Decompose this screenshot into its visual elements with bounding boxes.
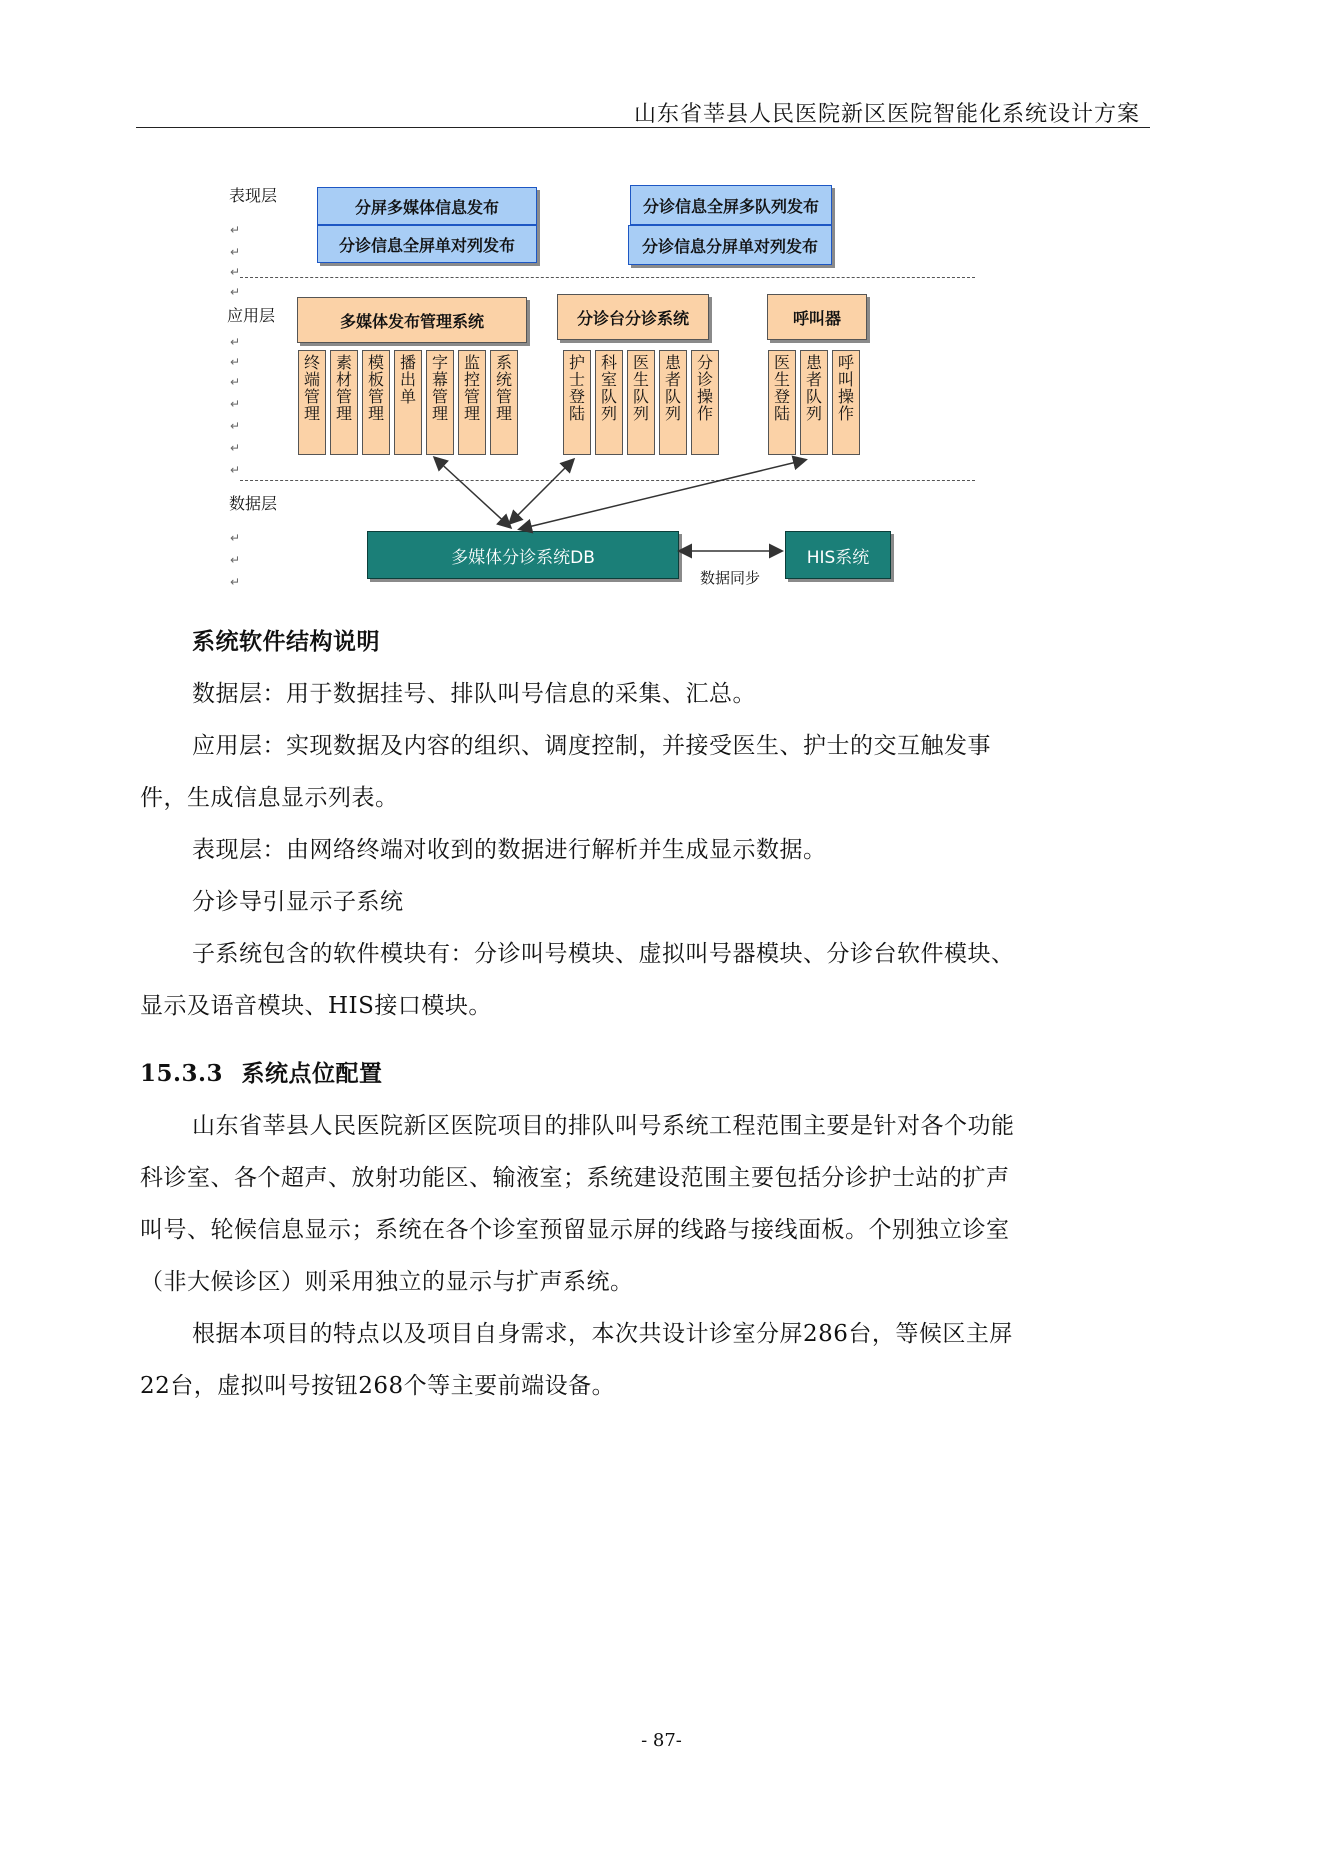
module-column: 终端管理 <box>298 350 326 455</box>
paragraph: 表现层：由网络终端对收到的数据进行解析并生成显示数据。 <box>192 837 827 863</box>
arrow <box>510 460 573 523</box>
application-layer-label: 应用层 <box>227 306 276 325</box>
paragraph: 显示及语音模块、HIS接口模块。 <box>140 993 492 1019</box>
paragraph-mark: ↵ <box>230 375 241 389</box>
page-number: - 87- <box>641 1730 682 1751</box>
paragraph: 子系统包含的软件模块有：分诊叫号模块、虚拟叫号器模块、分诊台软件模块、 <box>192 941 1015 967</box>
module-column: 医生队列 <box>627 350 655 455</box>
paragraph-mark: ↵ <box>230 419 241 433</box>
paragraph-mark: ↵ <box>230 265 241 279</box>
paragraph: 根据本项目的特点以及项目自身需求，本次共设计诊室分屏286台，等候区主屏 <box>192 1321 1013 1347</box>
data-layer-label: 数据层 <box>229 494 278 513</box>
module-column: 护士登陆 <box>563 350 591 455</box>
presentation-box: 分诊信息分屏单对列发布 <box>628 225 832 265</box>
paragraph: （非大候诊区）则采用独立的显示与扩声系统。 <box>140 1269 634 1295</box>
arrow <box>435 458 510 527</box>
paragraph-mark: ↵ <box>230 531 241 545</box>
paragraph-mark: ↵ <box>230 355 241 369</box>
his-system-box: HIS系统 <box>785 531 891 579</box>
sync-label: 数据同步 <box>700 569 761 587</box>
module-column: 系统管理 <box>490 350 518 455</box>
paragraph-mark: ↵ <box>230 335 241 349</box>
module-column: 患者队列 <box>659 350 687 455</box>
presentation-layer-label: 表现层 <box>229 186 278 205</box>
paragraph: 分诊导引显示子系统 <box>192 889 404 915</box>
section-title: 系统软件结构说明 <box>192 629 380 655</box>
paragraph-mark: ↵ <box>230 463 241 477</box>
paragraph: 22台，虚拟叫号按钮268个等主要前端设备。 <box>140 1373 616 1399</box>
module-column: 字幕管理 <box>426 350 454 455</box>
database-box: 多媒体分诊系统DB <box>367 531 679 579</box>
caller-system-box: 呼叫器 <box>767 294 867 340</box>
paragraph: 数据层：用于数据挂号、排队叫号信息的采集、汇总。 <box>192 681 756 707</box>
module-column: 监控管理 <box>458 350 486 455</box>
heading-number: 15.3.3 <box>140 1060 224 1087</box>
multimedia-system-box: 多媒体发布管理系统 <box>297 297 527 343</box>
heading-text: 系统点位配置 <box>241 1061 383 1087</box>
paragraph-mark: ↵ <box>230 441 241 455</box>
paragraph: 应用层：实现数据及内容的组织、调度控制，并接受医生、护士的交互触发事 <box>192 733 991 759</box>
triage-system-box: 分诊台分诊系统 <box>557 294 709 340</box>
paragraph-mark: ↵ <box>230 245 241 259</box>
module-column: 医生登陆 <box>768 350 796 455</box>
module-column: 播出单 <box>394 350 422 455</box>
paragraph-mark: ↵ <box>230 285 241 299</box>
module-column: 呼叫操作 <box>832 350 860 455</box>
paragraph-mark: ↵ <box>230 553 241 567</box>
header-title: 山东省莘县人民医院新区医院智能化系统设计方案 <box>633 102 1140 127</box>
page-header <box>136 95 1150 128</box>
paragraph: 山东省莘县人民医院新区医院项目的排队叫号系统工程范围主要是针对各个功能 <box>192 1113 1015 1139</box>
module-column: 患者队列 <box>800 350 828 455</box>
module-column: 科室队列 <box>595 350 623 455</box>
connector-arrows <box>215 175 975 605</box>
presentation-box: 分诊信息全屏单对列发布 <box>317 225 537 263</box>
paragraph: 件，生成信息显示列表。 <box>140 785 399 811</box>
system-architecture-diagram <box>215 175 975 605</box>
paragraph: 科诊室、各个超声、放射功能区、输液室；系统建设范围主要包括分诊护士站的扩声 <box>140 1165 1010 1191</box>
paragraph: 叫号、轮候信息显示；系统在各个诊室预留显示屏的线路与接线面板。个别独立诊室 <box>140 1217 1010 1243</box>
paragraph-mark: ↵ <box>230 223 241 237</box>
module-column: 素材管理 <box>330 350 358 455</box>
presentation-box: 分屏多媒体信息发布 <box>317 187 537 225</box>
paragraph-mark: ↵ <box>230 397 241 411</box>
module-column: 模板管理 <box>362 350 390 455</box>
presentation-box: 分诊信息全屏多队列发布 <box>630 185 832 225</box>
section-heading <box>140 1048 1130 1100</box>
module-column: 分诊操作 <box>691 350 719 455</box>
paragraph-mark: ↵ <box>230 575 241 589</box>
